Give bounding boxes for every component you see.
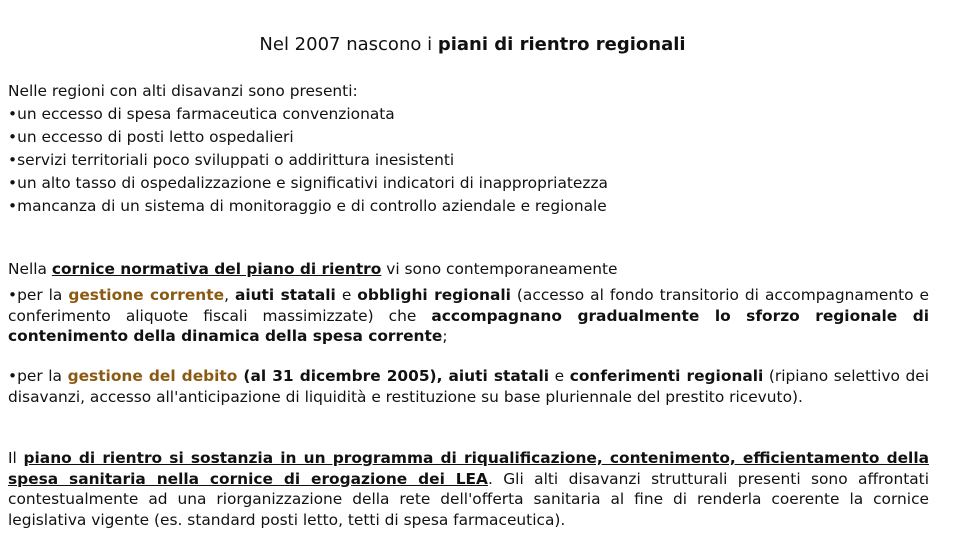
emphasis: obblighi regionali bbox=[357, 286, 511, 304]
text: , bbox=[224, 286, 235, 304]
text: (accesso al fondo transitorio di accompagnamento e conferimento aliquote fiscali massimizzate) che bbox=[8, 286, 929, 325]
bullet-item: •servizi territoriali poco sviluppati o addirittura inesistenti bbox=[8, 151, 455, 169]
text: Nella bbox=[8, 260, 52, 278]
emphasis-underlined: cornice normativa del piano di rientro bbox=[51, 260, 382, 278]
title-prefix: Nel 2007 nascono i bbox=[259, 34, 438, 55]
bullet-item: •un eccesso di spesa farmaceutica convenzionata bbox=[8, 105, 395, 123]
slide-title bbox=[0, 34, 945, 56]
text: . Gli alti disavanzi strutturali presenti sono affrontati contestualmente ad una riorganizzazione della rete dell'offerta sanitaria al fine di renderla coerente la cornice legislativa vigente (es. standard posti letto, tetti di spesa farmaceutica). bbox=[8, 469, 929, 529]
bullet-item: •mancanza di un sistema di monitoraggio e di controllo aziendale e regionale bbox=[8, 197, 607, 215]
text: •per la bbox=[8, 286, 69, 304]
emphasis: aiuti statali bbox=[234, 286, 336, 304]
plan-summary-paragraph bbox=[8, 448, 929, 530]
bullet-item: •un eccesso di posti letto ospedalieri bbox=[8, 128, 294, 146]
emphasis-underlined: piano di rientro si sostanzia in un programma di riqualificazione, contenimento, efficientamento della spesa sanitaria nella cornice di erogazione dei LEA bbox=[8, 449, 929, 488]
normative-frame-paragraph bbox=[8, 259, 929, 280]
text: Il bbox=[8, 449, 24, 467]
text: •per la bbox=[8, 367, 68, 385]
highlight-gestione-corrente: gestione corrente bbox=[68, 286, 225, 304]
current-management-paragraph bbox=[8, 285, 929, 347]
emphasis: (al 31 dicembre 2005), aiuti statali bbox=[237, 367, 550, 385]
highlight-gestione-debito: gestione del debito bbox=[67, 367, 238, 385]
text: vi sono contemporaneamente bbox=[381, 260, 618, 278]
emphasis: conferimenti regionali bbox=[569, 367, 764, 385]
title-emphasis: piani di rientro regionali bbox=[437, 34, 686, 55]
bullet-item: •un alto tasso di ospedalizzazione e significativi indicatori di inappropriatezza bbox=[8, 174, 608, 192]
text: e bbox=[549, 367, 570, 385]
text: (ripiano selettivo dei disavanzi, accesso all'anticipazione di liquidità e restituzione su base pluriennale del prestito ricevuto). bbox=[8, 367, 929, 406]
intro-list bbox=[8, 80, 938, 218]
intro-lead: Nelle regioni con alti disavanzi sono presenti: bbox=[8, 82, 358, 100]
text: ; bbox=[442, 327, 448, 345]
text: e bbox=[335, 286, 358, 304]
debt-management-paragraph bbox=[8, 366, 929, 407]
emphasis: accompagnano gradualmente lo sforzo regionale di contenimento della dinamica della spesa corrente bbox=[8, 306, 930, 345]
